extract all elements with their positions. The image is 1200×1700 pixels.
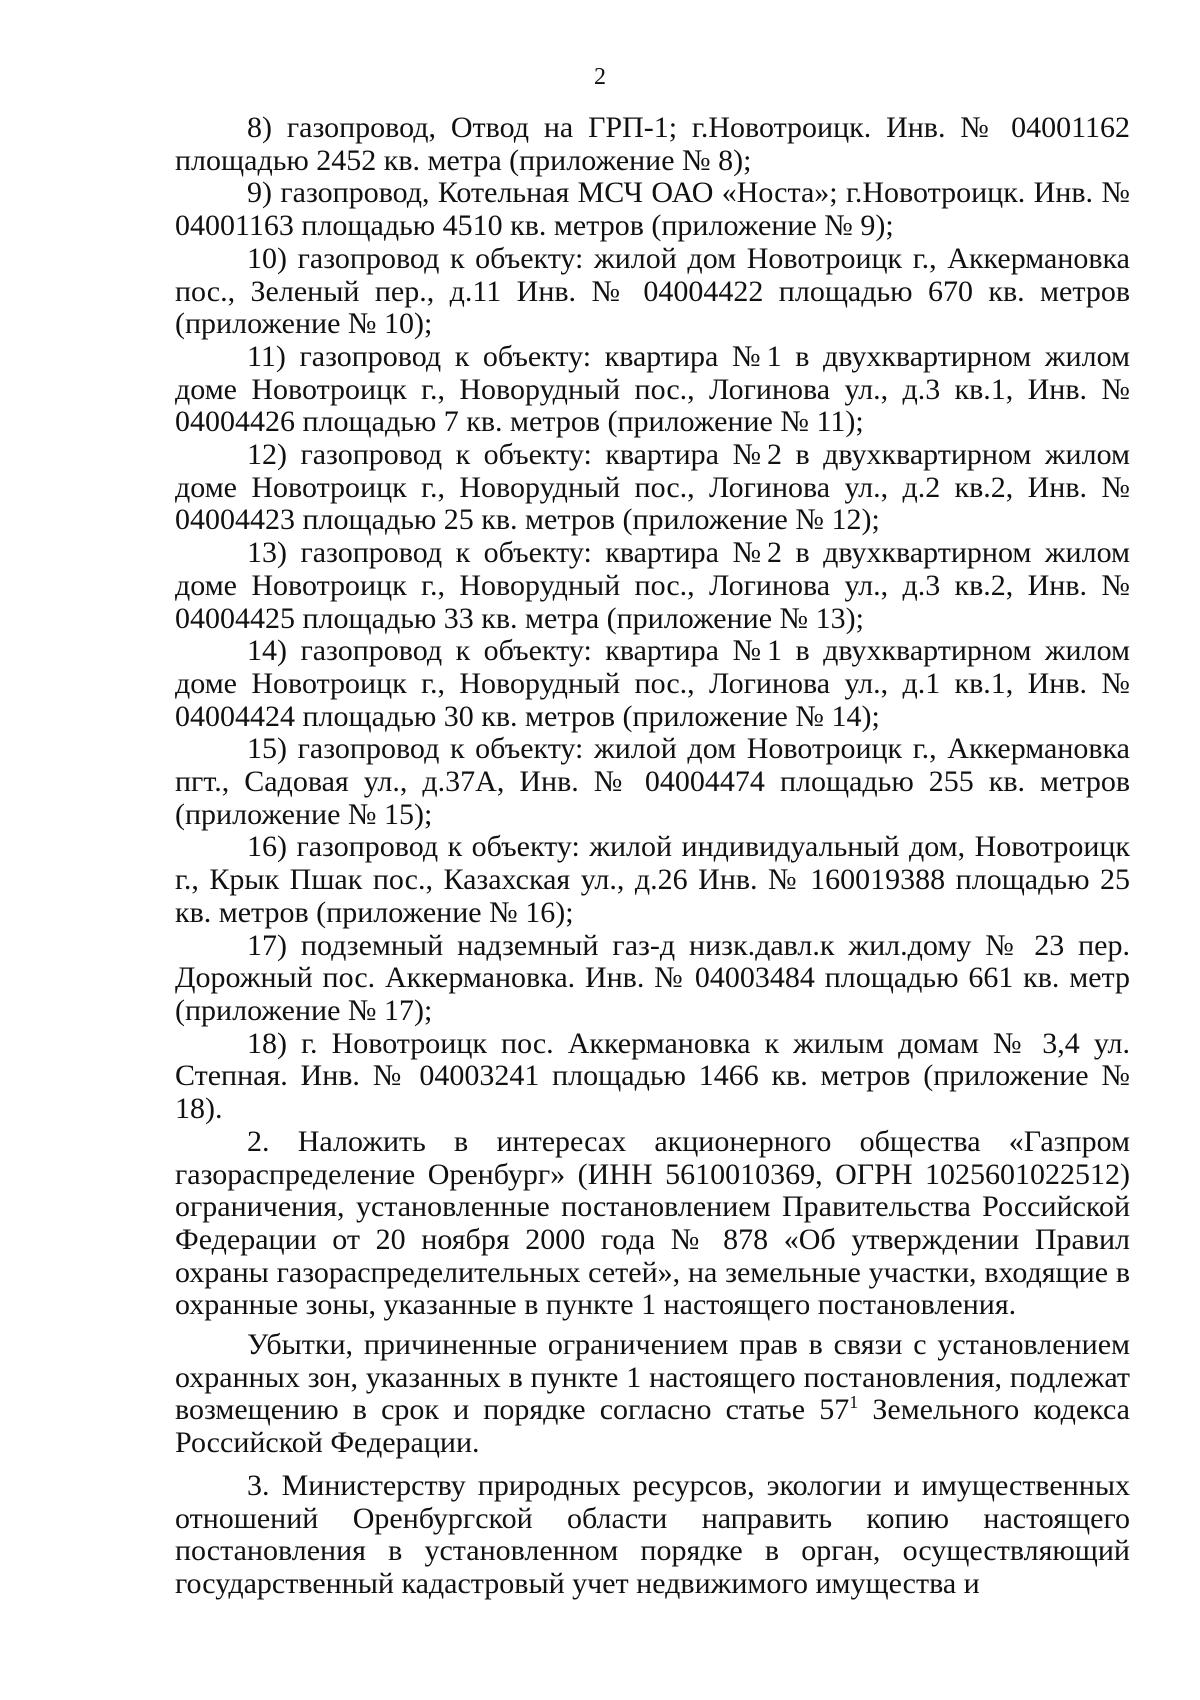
list-item: 10) газопровод к объекту: жилой дом Новотроицк г., Аккермановка пос., Зеленый пер., д.11 Инв. № 04004422 площадью 670 кв. метров (приложение № 10);: [175, 241, 1130, 341]
article-superscript: 1: [849, 1392, 859, 1413]
clause-2-paragraph: 2. Наложить в интересах акционерного общества «Газпром газораспределение Оренбург» (ИНН 5610010369, ОГРН 1025601022512) ограничения, установленные постановлением Правительства Российской Федерации от 20 ноября 2000 года № 878 «Об утверждении Правил охраны газораспределительных сетей», на земельные участки, входящие в охранные зоны, указанные в пункте 1 настоящего постановления.: [175, 1124, 1130, 1322]
clause-3-paragraph: 3. Министерству природных ресурсов, экологии и имущественных отношений Оренбургской области направить копию настоящего постановления в установленном порядке в орган, осуществляющий государственный кадастровый учет недвижимого имущества и: [175, 1468, 1130, 1600]
list-item: 15) газопровод к объекту: жилой дом Новотроицк г., Аккермановка пгт., Садовая ул., д.37А, Инв. № 04004474 площадью 255 кв. метров (приложение № 15);: [175, 732, 1130, 831]
list-item: 9) газопровод, Котельная МСЧ ОАО «Носта»; г.Новотроицк. Инв. № 04001163 площадью 4510 кв. метров (приложение № 9);: [175, 176, 1130, 243]
losses-text-after: Земельного кодекса Российской Федерации.: [175, 1393, 1130, 1460]
page-number: 2: [594, 64, 606, 90]
list-item: 17) подземный надземный газ-д низк.давл.к жил.дому № 23 пер. Дорожный пос. Аккермановка. Инв. № 04003484 площадью 661 кв. метр (приложение № 17);: [175, 928, 1130, 1027]
list-item: 11) газопровод к объекту: квартира №1 в двухквартирном жилом доме Новотроицк г., Новорудный пос., Логинова ул., д.3 кв.1, Инв. № 04004426 площадью 7 кв. метров (приложение № 11);: [175, 339, 1130, 439]
list-item: 14) газопровод к объекту: квартира №1 в двухквартирном жилом доме Новотроицк г., Новорудный пос., Логинова ул., д.1 кв.1, Инв. № 04004424 площадью 30 кв. метров (приложение № 14);: [175, 634, 1130, 733]
list-item: 12) газопровод к объекту: квартира №2 в двухквартирном жилом доме Новотроицк г., Новорудный пос., Логинова ул., д.2 кв.2, Инв. № 04004423 площадью 25 кв. метров (приложение № 12);: [175, 438, 1130, 537]
list-item: 8) газопровод, Отвод на ГРП-1; г.Новотроицк. Инв. № 04001162 площадью 2452 кв. метра (приложение № 8);: [175, 111, 1130, 177]
document-body: [175, 112, 1130, 1601]
list-item: 18) г. Новотроицк пос. Аккермановка к жилым домам № 3,4 ул. Степная. Инв. № 04003241 площадью 1466 кв. метров (приложение № 18).: [175, 1026, 1130, 1126]
list-item: 13) газопровод к объекту: квартира №2 в двухквартирном жилом доме Новотроицк г., Новорудный пос., Логинова ул., д.3 кв.2, Инв. № 04004425 площадью 33 кв. метра (приложение № 13);: [175, 536, 1130, 635]
losses-paragraph: [175, 1329, 1130, 1460]
losses-text-before: Убытки, причиненные ограничением прав в связи с установлением охранных зон, указанных в пункте 1 настоящего постановления, подлежат возмещению в срок и порядке согласно статье 57: [175, 1328, 1130, 1427]
list-item: 16) газопровод к объекту: жилой индивидуальный дом, Новотроицк г., Крык Пшак пос., Казахская ул., д.26 Инв. № 160019388 площадью 25 кв. метров (приложение № 16);: [175, 830, 1130, 929]
